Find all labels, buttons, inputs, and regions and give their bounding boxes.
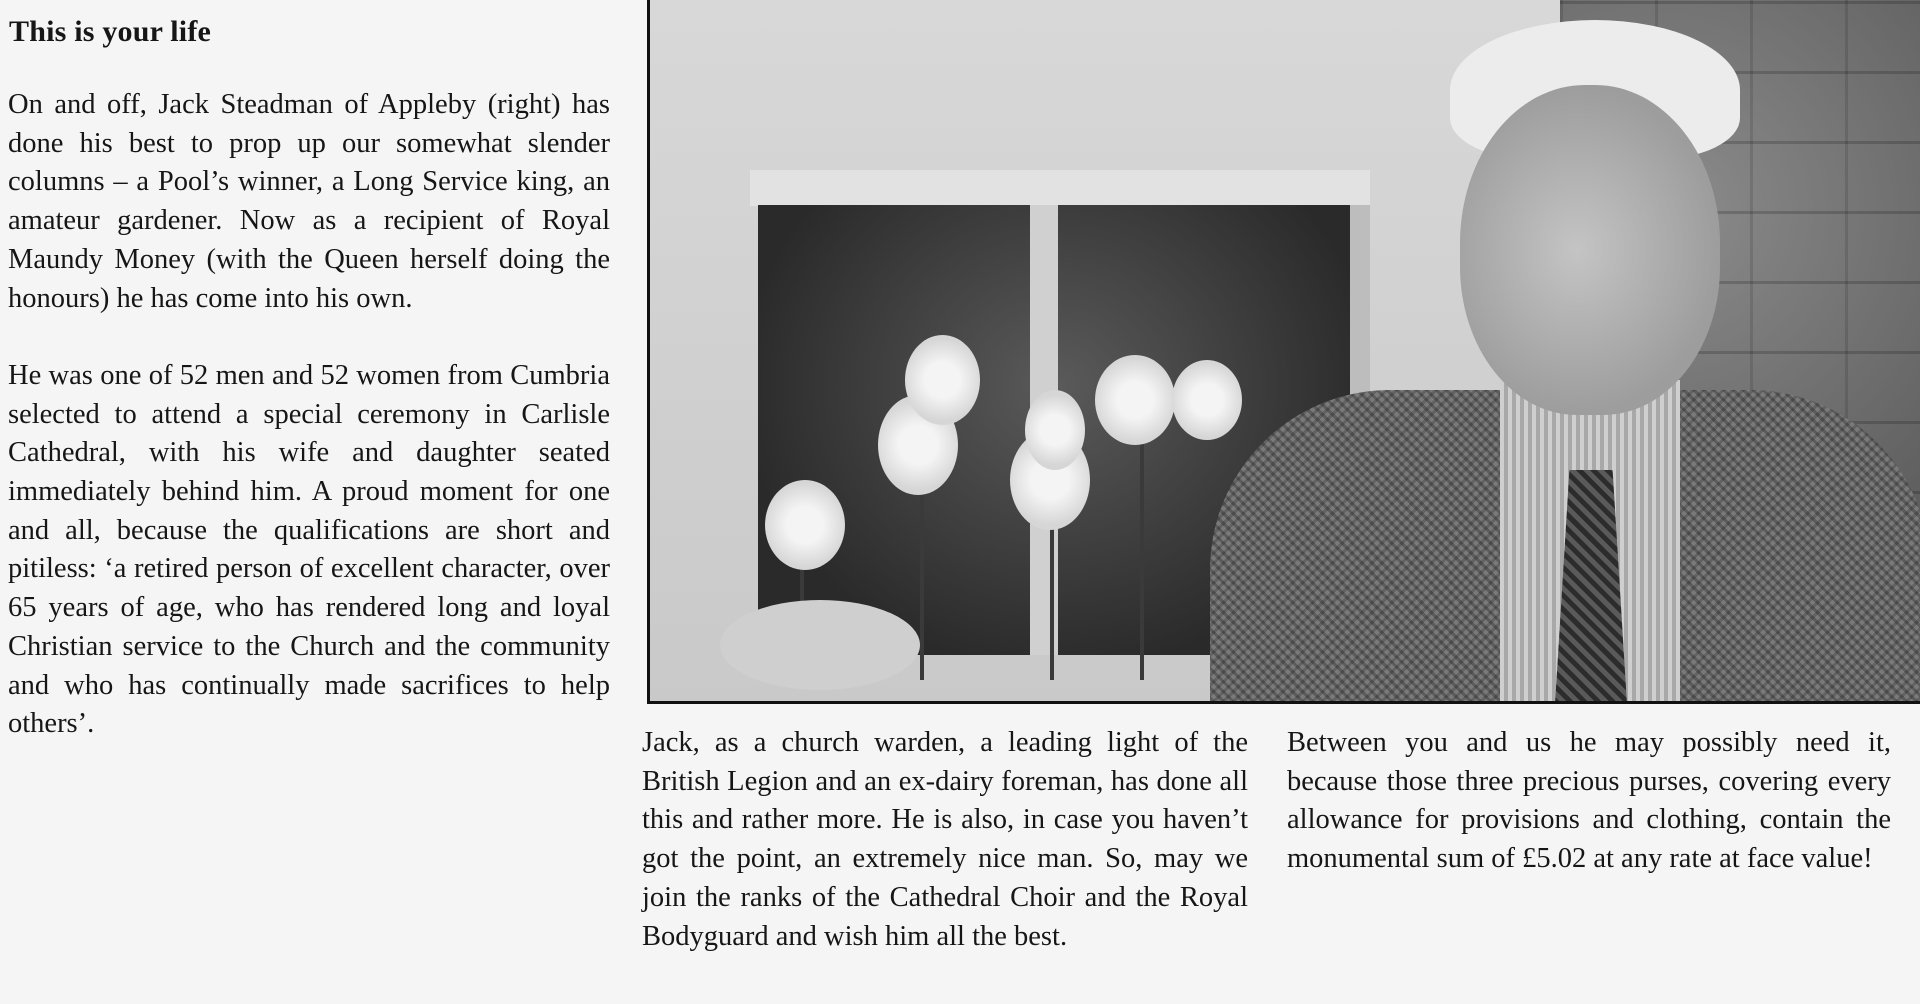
caption-left-text: Jack, as a church warden, a leading light of the British Legion and an ex-dairy foreman, has done all this and rather more. He is also, in case you haven’t got the point, an extremely nice man. So, may we join the ranks of the Cathedral Choir and the Royal Bodyguard and wish him all the best. [642, 727, 1248, 952]
paragraph-intro: On and off, Jack Steadman of Appleby (right) has done his best to prop up our somewhat slender columns – a Pool’s winner, a Long Service king, an amateur gardener. Now as a recipient of Royal Maundy Money (with the Queen herself doing the honours) he has come into his own. [8, 89, 610, 314]
photo-hand [720, 600, 920, 690]
article-title: This is your life [9, 15, 212, 48]
photo-daffodil [905, 335, 980, 425]
photo-window-sill [750, 170, 1370, 206]
caption-left [642, 724, 1248, 956]
photo-daffodil [1025, 390, 1085, 470]
photo-daffodil [1095, 355, 1175, 445]
photo-daffodil [765, 480, 845, 570]
caption-right [1287, 724, 1891, 879]
paragraph-ceremony: He was one of 52 men and 52 women from Cumbria selected to attend a special ceremony in Carlisle Cathedral, with his wife and daughter seated immediately behind him. A proud moment for one and all, because the qualifications are short and pitiless: ‘a retired person of excellent character, over 65 years of age, who has rendered long and loyal Christian service to the Church and the community and who has continually made sacrifices to help others’. [8, 359, 610, 740]
photo-face [1460, 85, 1720, 415]
photo-jack-steadman [647, 0, 1920, 704]
left-column [8, 86, 610, 744]
photo-daffodil [1172, 360, 1242, 440]
caption-right-text: Between you and us he may possibly need it, because those three precious purses, covering every allowance for provisions and clothing, contain the monumental sum of £5.02 at any rate at face value! [1287, 727, 1891, 875]
